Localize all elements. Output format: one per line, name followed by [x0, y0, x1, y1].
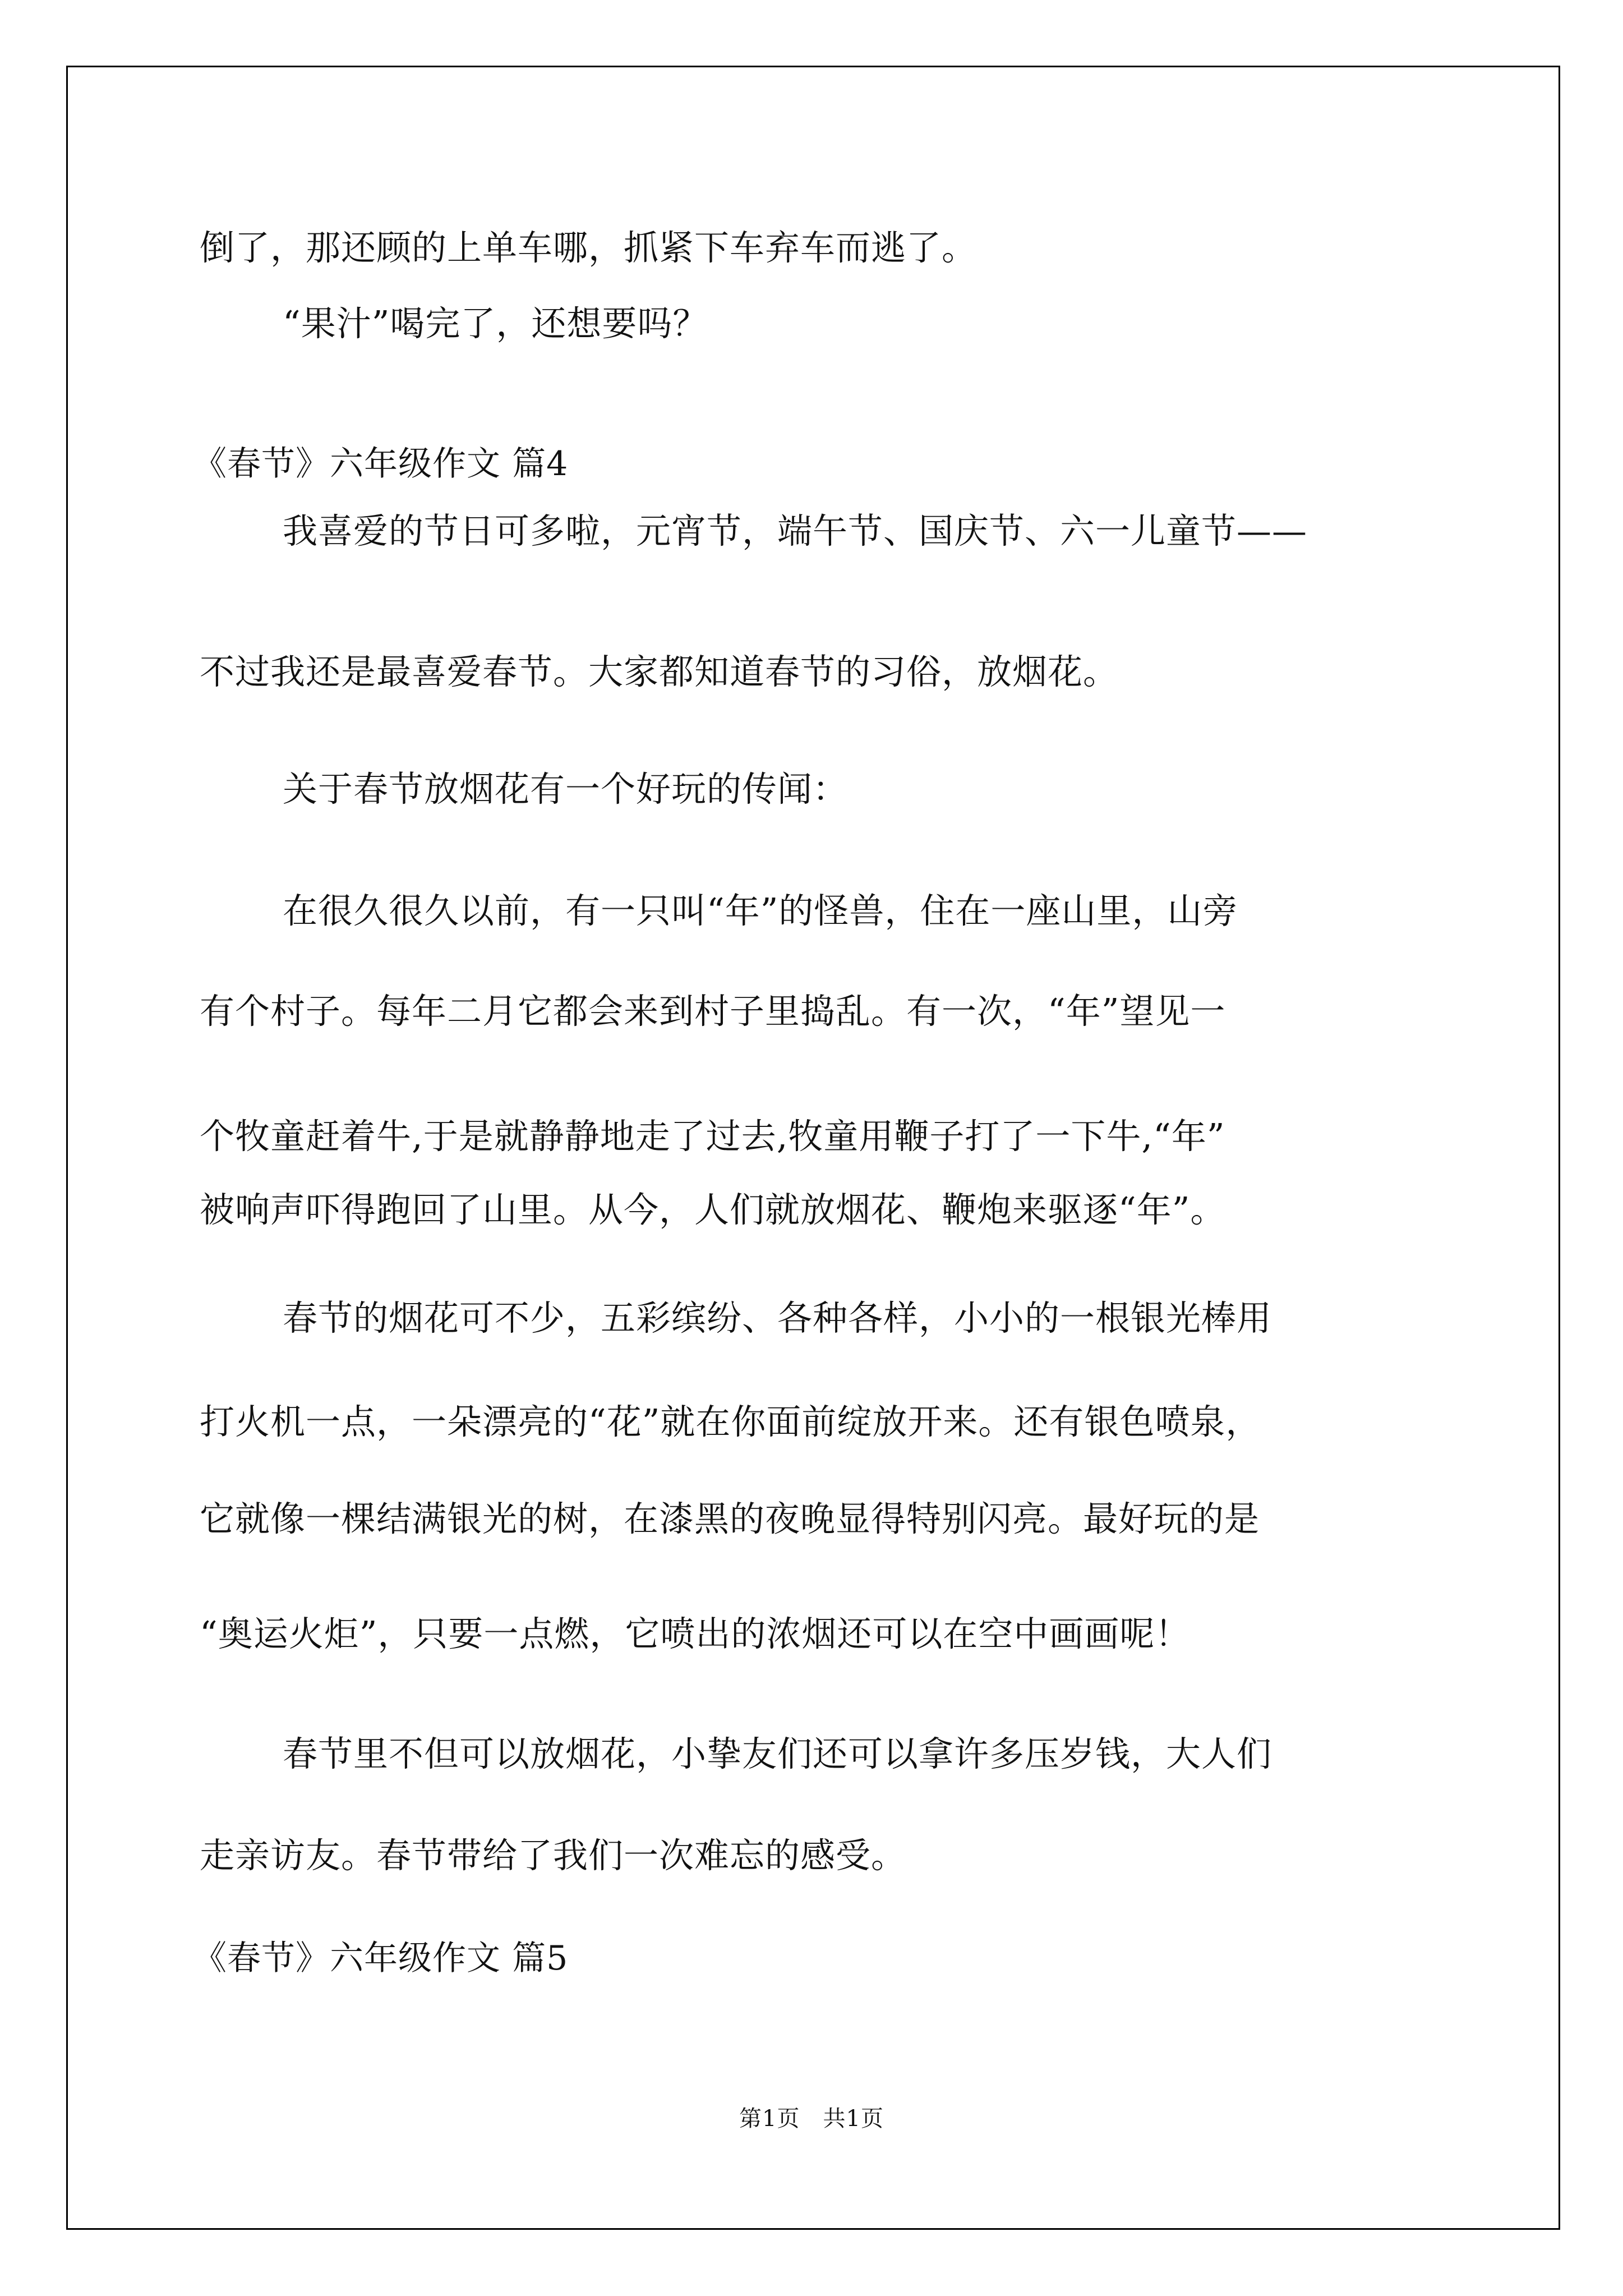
paragraph-line: 春节的烟花可不少，五彩缤纷、各种各样，小小的一根银光棒用: [283, 1297, 1272, 1338]
paragraph-line: 它就像一棵结满银光的树，在漆黑的夜晚显得特别闪亮。最好玩的是: [200, 1498, 1260, 1539]
paragraph-line: “果汁”喝完了，还想要吗？: [283, 303, 708, 344]
paragraph-line: 走亲访友。春节带给了我们一次难忘的感受。: [200, 1835, 907, 1876]
paragraph-line: 春节里不但可以放烟花，小挚友们还可以拿许多压岁钱，大人们: [283, 1733, 1272, 1774]
paragraph-line: 打火机一点，一朵漂亮的“花”就在你面前绽放开来。还有银色喷泉，: [200, 1401, 1261, 1442]
paragraph-line: 个牧童赶着牛,于是就静静地走了过去,牧童用鞭子打了一下牛,“年”: [200, 1116, 1225, 1157]
paragraph-line: “奥运火炬”，只要一点燃，它喷出的浓烟还可以在空中画画呢！: [200, 1613, 1191, 1654]
paragraph-line: 关于春节放烟花有一个好玩的传闻：: [283, 769, 849, 809]
paragraph-line: 倒了，那还顾的上单车哪，抓紧下车弃车而逃了。: [200, 227, 978, 268]
paragraph-line: 被响声吓得跑回了山里。从今，人们就放烟花、鞭炮来驱逐“年”。: [200, 1189, 1226, 1230]
section-heading: 《春节》六年级作文 篇5: [193, 1939, 569, 1978]
section-heading: 《春节》六年级作文 篇4: [193, 444, 569, 484]
page-number-footer: 第1页 共1页: [739, 2106, 884, 2132]
paragraph-line: 我喜爱的节日可多啦，元宵节，端午节、国庆节、六一儿童节——: [283, 510, 1308, 551]
paragraph-line: 有个村子。每年二月它都会来到村子里捣乱。有一次，“年”望见一: [200, 991, 1226, 1032]
paragraph-line: 不过我还是最喜爱春节。大家都知道春节的习俗，放烟花。: [200, 651, 1119, 692]
paragraph-line: 在很久很久以前，有一只叫“年”的怪兽，住在一座山里，山旁: [283, 890, 1238, 931]
